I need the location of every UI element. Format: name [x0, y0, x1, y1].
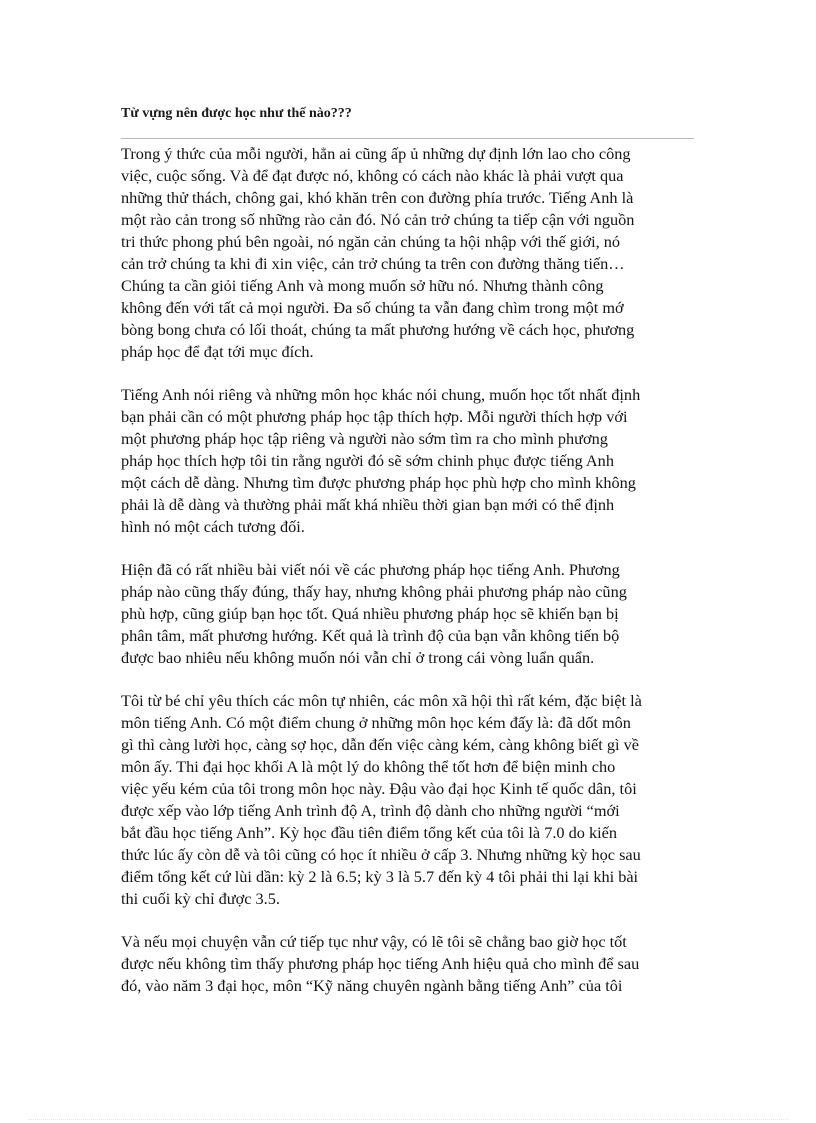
document-title: Từ vựng nên được học như thế nào???: [121, 106, 352, 121]
document-body: [121, 143, 695, 1018]
text-line: một phương pháp học tập riêng và người nào sớm tìm ra cho mình phương: [121, 429, 608, 448]
text-line: điểm tổng kết cứ lùi dần: kỳ 2 là 6.5; kỳ 3 là 5.7 đến kỳ 4 tôi phải thi lại khi bài: [121, 867, 639, 886]
text-line: được bao nhiêu nếu không muốn nói vẫn chỉ ở trong cái vòng luẩn quẩn.: [121, 648, 595, 667]
paragraph-4: [121, 690, 695, 910]
text-line: gì thì càng lười học, càng sợ học, dẫn đến việc càng kém, càng không biết gì về: [121, 735, 639, 754]
page-bottom-edge: [28, 1119, 788, 1120]
paragraph-1: [121, 143, 695, 363]
text-line: Tôi từ bé chỉ yêu thích các môn tự nhiên, các môn xã hội thì rất kém, đặc biệt là: [121, 691, 642, 710]
text-line: phải là dễ dàng và thường phải mất khá nhiều thời gian bạn mới có thể định: [121, 495, 615, 514]
text-line: Và nếu mọi chuyện vẫn cứ tiếp tục như vậy, có lẽ tôi sẽ chẳng bao giờ học tốt: [121, 932, 627, 951]
text-line: pháp nào cũng thấy đúng, thấy hay, nhưng không phải phương pháp nào cũng: [121, 582, 627, 601]
text-line: pháp học để đạt tới mục đích.: [121, 342, 314, 361]
text-line: thi cuối kỳ chỉ được 3.5.: [121, 889, 280, 908]
text-line: cản trở chúng ta khi đi xin việc, cản trở chúng ta trên con đường thăng tiến…: [121, 254, 625, 273]
text-line: được xếp vào lớp tiếng Anh trình độ A, trình độ dành cho những người “mới: [121, 801, 620, 820]
text-line: việc yếu kém của tôi trong môn học này. Đậu vào đại học Kinh tế quốc dân, tôi: [121, 779, 637, 798]
paragraph-5: [121, 931, 695, 997]
text-line: bòng bong chưa có lối thoát, chúng ta mất phương hướng về cách học, phương: [121, 320, 635, 339]
text-line: thức lúc ấy còn dễ và tôi cũng có học ít nhiều ở cấp 3. Nhưng những kỳ học sau: [121, 845, 641, 864]
text-line: không đến với tất cả mọi người. Đa số chúng ta vẫn đang chìm trong một mớ: [121, 298, 624, 317]
text-line: môn tiếng Anh. Có một điểm chung ở những môn học kém đấy là: đã dốt môn: [121, 713, 631, 732]
text-line: bắt đầu học tiếng Anh”. Kỳ học đầu tiên điểm tổng kết của tôi là 7.0 do kiến: [121, 823, 618, 842]
text-line: hình nó một cách tương đối.: [121, 517, 305, 536]
text-line: Hiện đã có rất nhiều bài viết nói về các phương pháp học tiếng Anh. Phương: [121, 560, 620, 579]
paragraph-2: [121, 384, 695, 538]
text-line: môn ấy. Thi đại học khối A là một lý do không thể tốt hơn để biện minh cho: [121, 757, 616, 776]
text-line: Trong ý thức của mỗi người, hẳn ai cũng ấp ủ những dự định lớn lao cho công: [121, 144, 631, 163]
text-line: phù hợp, cũng giúp bạn học tốt. Quá nhiều phương pháp học sẽ khiến bạn bị: [121, 604, 619, 623]
text-line: phân tâm, mất phương hướng. Kết quả là trình độ của bạn vẫn không tiến bộ: [121, 626, 620, 645]
text-line: Chúng ta cần giỏi tiếng Anh và mong muốn sở hữu nó. Nhưng thành công: [121, 276, 604, 295]
text-line: Tiếng Anh nói riêng và những môn học khác nói chung, muốn học tốt nhất định: [121, 385, 641, 404]
text-line: bạn phải cần có một phương pháp học tập thích hợp. Mỗi người thích hợp với: [121, 407, 628, 426]
text-line: một rào cản trong số những rào cản đó. Nó cản trở chúng ta tiếp cận với nguồn: [121, 210, 635, 229]
text-line: một cách dễ dàng. Nhưng tìm được phương pháp học phù hợp cho mình không: [121, 473, 636, 492]
text-line: pháp học thích hợp tôi tin rằng người đó sẽ sớm chinh phục được tiếng Anh: [121, 451, 614, 470]
text-line: đó, vào năm 3 đại học, môn “Kỹ năng chuyên ngành bằng tiếng Anh” của tôi: [121, 976, 623, 995]
paragraph-3: [121, 559, 695, 669]
text-line: tri thức phong phú bên ngoài, nó ngăn cản chúng ta hội nhập với thế giới, nó: [121, 232, 621, 251]
text-line: những thử thách, chông gai, khó khăn trên con đường phía trước. Tiếng Anh là: [121, 188, 634, 207]
title-divider: [121, 138, 694, 139]
text-line: được nếu không tìm thấy phương pháp học tiếng Anh hiệu quả cho mình để sau: [121, 954, 640, 973]
text-line: việc, cuộc sống. Và để đạt được nó, không có cách nào khác là phải vượt qua: [121, 166, 624, 185]
